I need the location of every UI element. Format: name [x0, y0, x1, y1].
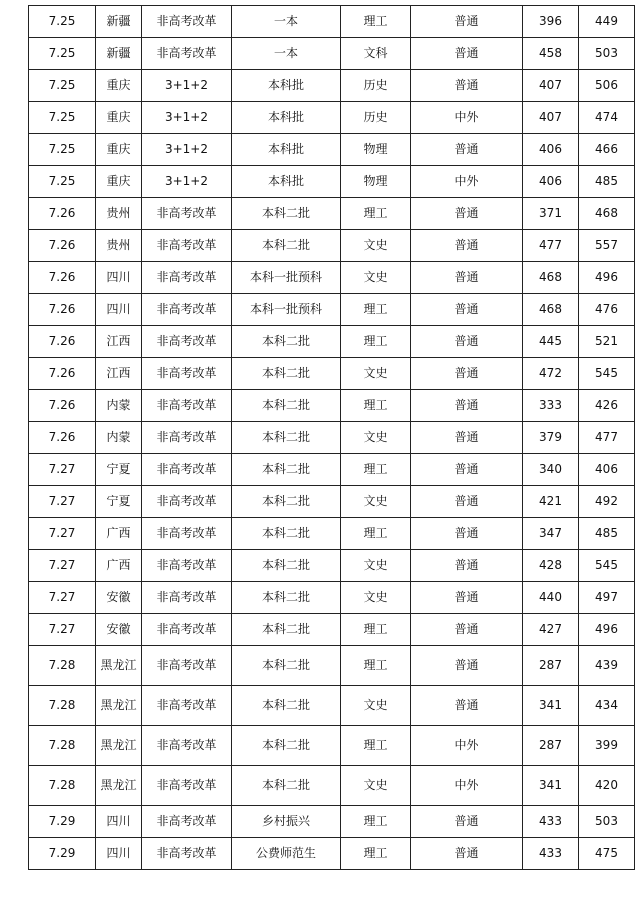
cell-reform: 非高考改革	[142, 518, 232, 550]
cell-type: 普通	[411, 70, 523, 102]
cell-type: 普通	[411, 454, 523, 486]
table-row	[29, 518, 635, 550]
cell-subject: 物理	[341, 134, 411, 166]
cell-province: 四川	[96, 838, 142, 870]
cell-province: 黑龙江	[96, 686, 142, 726]
cell-type: 普通	[411, 550, 523, 582]
cell-date: 7.26	[29, 358, 96, 390]
cell-max-score: 476	[579, 294, 635, 326]
cell-type: 普通	[411, 262, 523, 294]
cell-province: 内蒙	[96, 422, 142, 454]
cell-reform: 非高考改革	[142, 422, 232, 454]
cell-min-score: 287	[523, 646, 579, 686]
cell-subject: 理工	[341, 454, 411, 486]
cell-date: 7.26	[29, 294, 96, 326]
cell-reform: 非高考改革	[142, 726, 232, 766]
cell-batch: 本科二批	[232, 390, 341, 422]
table-row	[29, 38, 635, 70]
cell-type: 普通	[411, 134, 523, 166]
cell-type: 普通	[411, 198, 523, 230]
cell-max-score: 503	[579, 806, 635, 838]
cell-min-score: 427	[523, 614, 579, 646]
cell-batch: 本科批	[232, 70, 341, 102]
cell-reform: 非高考改革	[142, 614, 232, 646]
cell-subject: 理工	[341, 614, 411, 646]
cell-min-score: 433	[523, 838, 579, 870]
cell-date: 7.29	[29, 838, 96, 870]
table-row	[29, 550, 635, 582]
cell-min-score: 347	[523, 518, 579, 550]
table-body	[29, 6, 635, 870]
cell-subject: 文史	[341, 550, 411, 582]
cell-max-score: 420	[579, 766, 635, 806]
cell-batch: 本科二批	[232, 582, 341, 614]
cell-date: 7.25	[29, 102, 96, 134]
cell-date: 7.26	[29, 422, 96, 454]
cell-min-score: 341	[523, 766, 579, 806]
cell-date: 7.27	[29, 550, 96, 582]
cell-max-score: 506	[579, 70, 635, 102]
table-row	[29, 454, 635, 486]
cell-province: 江西	[96, 326, 142, 358]
cell-max-score: 477	[579, 422, 635, 454]
cell-batch: 本科批	[232, 102, 341, 134]
cell-reform: 非高考改革	[142, 262, 232, 294]
table-row	[29, 726, 635, 766]
cell-subject: 历史	[341, 70, 411, 102]
cell-type: 普通	[411, 38, 523, 70]
cell-reform: 非高考改革	[142, 486, 232, 518]
cell-batch: 本科二批	[232, 614, 341, 646]
cell-subject: 理工	[341, 294, 411, 326]
cell-type: 普通	[411, 486, 523, 518]
cell-date: 7.28	[29, 646, 96, 686]
cell-province: 重庆	[96, 166, 142, 198]
cell-min-score: 421	[523, 486, 579, 518]
cell-type: 普通	[411, 518, 523, 550]
cell-max-score: 485	[579, 166, 635, 198]
cell-batch: 本科二批	[232, 422, 341, 454]
cell-batch: 本科一批预科	[232, 262, 341, 294]
cell-subject: 文史	[341, 358, 411, 390]
cell-min-score: 407	[523, 70, 579, 102]
table-row	[29, 198, 635, 230]
cell-province: 贵州	[96, 198, 142, 230]
cell-subject: 理工	[341, 726, 411, 766]
cell-max-score: 485	[579, 518, 635, 550]
cell-min-score: 468	[523, 262, 579, 294]
cell-type: 普通	[411, 390, 523, 422]
cell-reform: 非高考改革	[142, 766, 232, 806]
cell-date: 7.26	[29, 326, 96, 358]
cell-reform: 非高考改革	[142, 454, 232, 486]
cell-max-score: 399	[579, 726, 635, 766]
cell-min-score: 458	[523, 38, 579, 70]
cell-type: 普通	[411, 614, 523, 646]
cell-reform: 非高考改革	[142, 390, 232, 422]
cell-province: 新疆	[96, 38, 142, 70]
cell-province: 四川	[96, 806, 142, 838]
cell-province: 黑龙江	[96, 766, 142, 806]
cell-min-score: 396	[523, 6, 579, 38]
cell-province: 宁夏	[96, 486, 142, 518]
cell-reform: 非高考改革	[142, 294, 232, 326]
table-row	[29, 390, 635, 422]
cell-min-score: 433	[523, 806, 579, 838]
cell-min-score: 440	[523, 582, 579, 614]
cell-min-score: 406	[523, 134, 579, 166]
cell-type: 普通	[411, 582, 523, 614]
cell-batch: 本科二批	[232, 646, 341, 686]
cell-subject: 理工	[341, 838, 411, 870]
cell-batch: 一本	[232, 6, 341, 38]
cell-subject: 理工	[341, 806, 411, 838]
cell-reform: 非高考改革	[142, 358, 232, 390]
table-row	[29, 838, 635, 870]
cell-min-score: 428	[523, 550, 579, 582]
cell-subject: 理工	[341, 646, 411, 686]
cell-date: 7.25	[29, 166, 96, 198]
cell-reform: 非高考改革	[142, 38, 232, 70]
cell-batch: 乡村振兴	[232, 806, 341, 838]
cell-type: 普通	[411, 6, 523, 38]
cell-province: 内蒙	[96, 390, 142, 422]
cell-min-score: 406	[523, 166, 579, 198]
cell-max-score: 545	[579, 550, 635, 582]
cell-batch: 本科一批预科	[232, 294, 341, 326]
cell-batch: 一本	[232, 38, 341, 70]
table-row	[29, 582, 635, 614]
cell-batch: 本科批	[232, 134, 341, 166]
cell-province: 新疆	[96, 6, 142, 38]
cell-reform: 非高考改革	[142, 838, 232, 870]
cell-date: 7.25	[29, 6, 96, 38]
cell-batch: 本科二批	[232, 198, 341, 230]
cell-reform: 非高考改革	[142, 646, 232, 686]
cell-max-score: 406	[579, 454, 635, 486]
cell-province: 安徽	[96, 582, 142, 614]
cell-batch: 本科二批	[232, 486, 341, 518]
cell-min-score: 287	[523, 726, 579, 766]
cell-subject: 文史	[341, 686, 411, 726]
cell-subject: 文史	[341, 422, 411, 454]
cell-province: 广西	[96, 518, 142, 550]
cell-province: 安徽	[96, 614, 142, 646]
cell-date: 7.27	[29, 454, 96, 486]
cell-reform: 非高考改革	[142, 230, 232, 262]
cell-reform: 非高考改革	[142, 686, 232, 726]
cell-subject: 文史	[341, 766, 411, 806]
cell-subject: 文史	[341, 486, 411, 518]
cell-type: 普通	[411, 294, 523, 326]
table-row	[29, 614, 635, 646]
cell-min-score: 445	[523, 326, 579, 358]
cell-type: 普通	[411, 686, 523, 726]
cell-batch: 本科二批	[232, 550, 341, 582]
table-row	[29, 134, 635, 166]
cell-type: 普通	[411, 358, 523, 390]
cell-max-score: 466	[579, 134, 635, 166]
cell-province: 贵州	[96, 230, 142, 262]
cell-reform: 非高考改革	[142, 550, 232, 582]
cell-date: 7.27	[29, 582, 96, 614]
cell-batch: 本科二批	[232, 326, 341, 358]
cell-type: 普通	[411, 422, 523, 454]
cell-date: 7.26	[29, 198, 96, 230]
cell-min-score: 379	[523, 422, 579, 454]
cell-subject: 文科	[341, 38, 411, 70]
cell-max-score: 434	[579, 686, 635, 726]
cell-date: 7.29	[29, 806, 96, 838]
cell-max-score: 426	[579, 390, 635, 422]
cell-reform: 非高考改革	[142, 806, 232, 838]
cell-date: 7.26	[29, 230, 96, 262]
cell-batch: 本科二批	[232, 726, 341, 766]
cell-date: 7.26	[29, 390, 96, 422]
cell-subject: 理工	[341, 390, 411, 422]
cell-type: 中外	[411, 726, 523, 766]
cell-type: 普通	[411, 230, 523, 262]
cell-batch: 本科批	[232, 166, 341, 198]
cell-min-score: 468	[523, 294, 579, 326]
cell-reform: 3+1+2	[142, 102, 232, 134]
cell-max-score: 468	[579, 198, 635, 230]
cell-subject: 文史	[341, 262, 411, 294]
cell-date: 7.25	[29, 134, 96, 166]
table-row	[29, 70, 635, 102]
table-row	[29, 422, 635, 454]
table-row	[29, 766, 635, 806]
cell-subject: 理工	[341, 6, 411, 38]
cell-province: 重庆	[96, 102, 142, 134]
cell-type: 中外	[411, 102, 523, 134]
table-row	[29, 646, 635, 686]
cell-min-score: 341	[523, 686, 579, 726]
cell-reform: 非高考改革	[142, 198, 232, 230]
cell-subject: 物理	[341, 166, 411, 198]
cell-reform: 3+1+2	[142, 70, 232, 102]
cell-date: 7.28	[29, 686, 96, 726]
cell-province: 重庆	[96, 70, 142, 102]
cell-reform: 非高考改革	[142, 6, 232, 38]
cell-province: 广西	[96, 550, 142, 582]
cell-date: 7.25	[29, 70, 96, 102]
cell-subject: 历史	[341, 102, 411, 134]
admission-score-table	[28, 5, 635, 870]
cell-province: 四川	[96, 294, 142, 326]
cell-subject: 理工	[341, 326, 411, 358]
cell-min-score: 407	[523, 102, 579, 134]
cell-min-score: 477	[523, 230, 579, 262]
cell-type: 普通	[411, 326, 523, 358]
cell-province: 黑龙江	[96, 646, 142, 686]
cell-max-score: 503	[579, 38, 635, 70]
cell-min-score: 333	[523, 390, 579, 422]
cell-reform: 非高考改革	[142, 326, 232, 358]
table-row	[29, 6, 635, 38]
cell-date: 7.28	[29, 726, 96, 766]
cell-max-score: 475	[579, 838, 635, 870]
cell-subject: 文史	[341, 582, 411, 614]
table-row	[29, 358, 635, 390]
cell-date: 7.27	[29, 614, 96, 646]
cell-type: 普通	[411, 646, 523, 686]
cell-province: 江西	[96, 358, 142, 390]
cell-subject: 文史	[341, 230, 411, 262]
cell-max-score: 557	[579, 230, 635, 262]
cell-batch: 本科二批	[232, 766, 341, 806]
cell-date: 7.26	[29, 262, 96, 294]
cell-max-score: 439	[579, 646, 635, 686]
cell-max-score: 449	[579, 6, 635, 38]
cell-date: 7.27	[29, 486, 96, 518]
cell-max-score: 521	[579, 326, 635, 358]
cell-min-score: 371	[523, 198, 579, 230]
cell-min-score: 340	[523, 454, 579, 486]
cell-min-score: 472	[523, 358, 579, 390]
cell-reform: 3+1+2	[142, 166, 232, 198]
table-row	[29, 806, 635, 838]
cell-province: 宁夏	[96, 454, 142, 486]
cell-batch: 本科二批	[232, 230, 341, 262]
table-row	[29, 294, 635, 326]
cell-date: 7.25	[29, 38, 96, 70]
cell-subject: 理工	[341, 198, 411, 230]
cell-max-score: 496	[579, 262, 635, 294]
table-row	[29, 262, 635, 294]
cell-date: 7.27	[29, 518, 96, 550]
cell-batch: 本科二批	[232, 686, 341, 726]
table-row	[29, 102, 635, 134]
cell-max-score: 492	[579, 486, 635, 518]
cell-type: 中外	[411, 766, 523, 806]
table-row	[29, 230, 635, 262]
cell-subject: 理工	[341, 518, 411, 550]
cell-reform: 非高考改革	[142, 582, 232, 614]
cell-max-score: 474	[579, 102, 635, 134]
table-row	[29, 486, 635, 518]
cell-type: 普通	[411, 806, 523, 838]
table-row	[29, 686, 635, 726]
cell-reform: 3+1+2	[142, 134, 232, 166]
cell-batch: 公费师范生	[232, 838, 341, 870]
cell-province: 重庆	[96, 134, 142, 166]
cell-province: 黑龙江	[96, 726, 142, 766]
cell-type: 中外	[411, 166, 523, 198]
cell-date: 7.28	[29, 766, 96, 806]
cell-batch: 本科二批	[232, 454, 341, 486]
cell-max-score: 496	[579, 614, 635, 646]
table-row	[29, 326, 635, 358]
cell-max-score: 497	[579, 582, 635, 614]
cell-batch: 本科二批	[232, 518, 341, 550]
cell-province: 四川	[96, 262, 142, 294]
cell-max-score: 545	[579, 358, 635, 390]
cell-type: 普通	[411, 838, 523, 870]
cell-batch: 本科二批	[232, 358, 341, 390]
table-row	[29, 166, 635, 198]
